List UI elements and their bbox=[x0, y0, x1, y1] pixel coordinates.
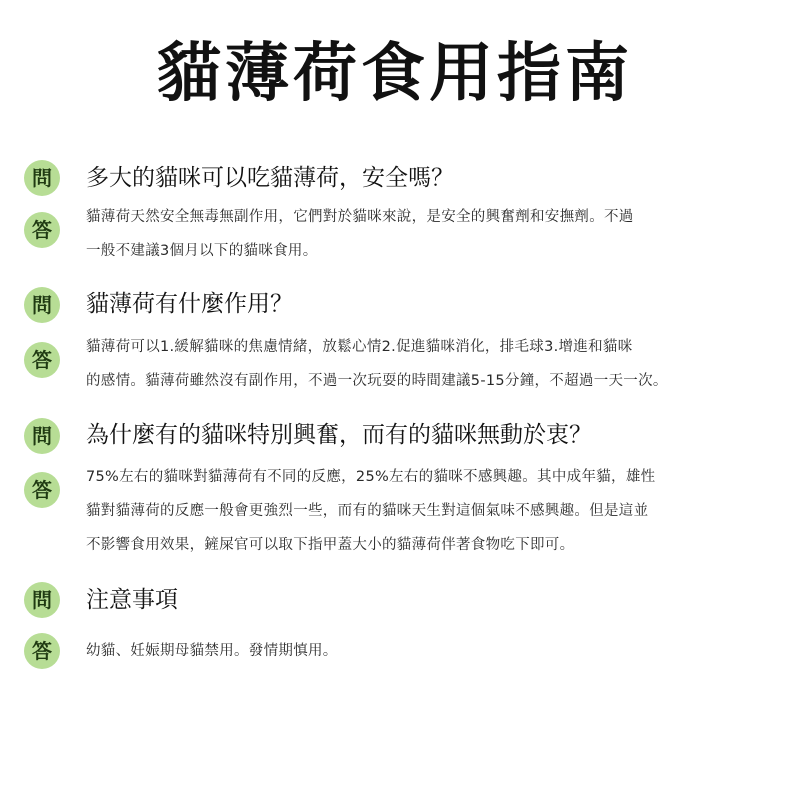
faq-2-question: 貓薄荷有什麼作用？ bbox=[86, 291, 293, 317]
faq-1-answer-line-2: 一般不建議3個月以下的貓咪食用。 bbox=[86, 243, 318, 259]
faq-4-question: 注意事項 bbox=[86, 587, 178, 613]
question-badge: 問 bbox=[24, 287, 60, 323]
faq-3-answer-line-3: 不影響食用效果，鏟屎官可以取下指甲蓋大小的貓薄荷伴著食物吃下即可。 bbox=[86, 537, 575, 553]
faq-3-question: 為什麼有的貓咪特別興奮，而有的貓咪無動於衷？ bbox=[86, 422, 592, 448]
question-badge: 問 bbox=[24, 418, 60, 454]
faq-2-answer-line-1: 貓薄荷可以1.緩解貓咪的焦慮情緒，放鬆心情2.促進貓咪消化，排毛球3.增進和貓咪 bbox=[86, 339, 633, 355]
page-title: 貓薄荷食用指南 bbox=[157, 37, 633, 111]
faq-3-answer-line-2: 貓對貓薄荷的反應一般會更強烈一些，而有的貓咪天生對這個氣味不感興趣。但是這並 bbox=[86, 503, 649, 519]
faq-2-answer-line-2: 的感情。貓薄荷雖然沒有副作用，不過一次玩耍的時間建議5-15分鐘，不超過一天一次。 bbox=[86, 373, 668, 389]
question-badge: 問 bbox=[24, 582, 60, 618]
question-badge: 問 bbox=[24, 160, 60, 196]
faq-4-answer-line-1: 幼貓、妊娠期母貓禁用。發情期慎用。 bbox=[86, 643, 338, 659]
answer-badge: 答 bbox=[24, 212, 60, 248]
answer-badge: 答 bbox=[24, 342, 60, 378]
answer-badge: 答 bbox=[24, 472, 60, 508]
faq-1-answer-line-1: 貓薄荷天然安全無毒無副作用，它們對於貓咪來說，是安全的興奮劑和安撫劑。不過 bbox=[86, 209, 634, 225]
faq-1-question: 多大的貓咪可以吃貓薄荷，安全嗎？ bbox=[86, 165, 454, 191]
answer-badge: 答 bbox=[24, 633, 60, 669]
faq-3-answer-line-1: 75%左右的貓咪對貓薄荷有不同的反應，25%左右的貓咪不感興趣。其中成年貓，雄性 bbox=[86, 469, 656, 485]
